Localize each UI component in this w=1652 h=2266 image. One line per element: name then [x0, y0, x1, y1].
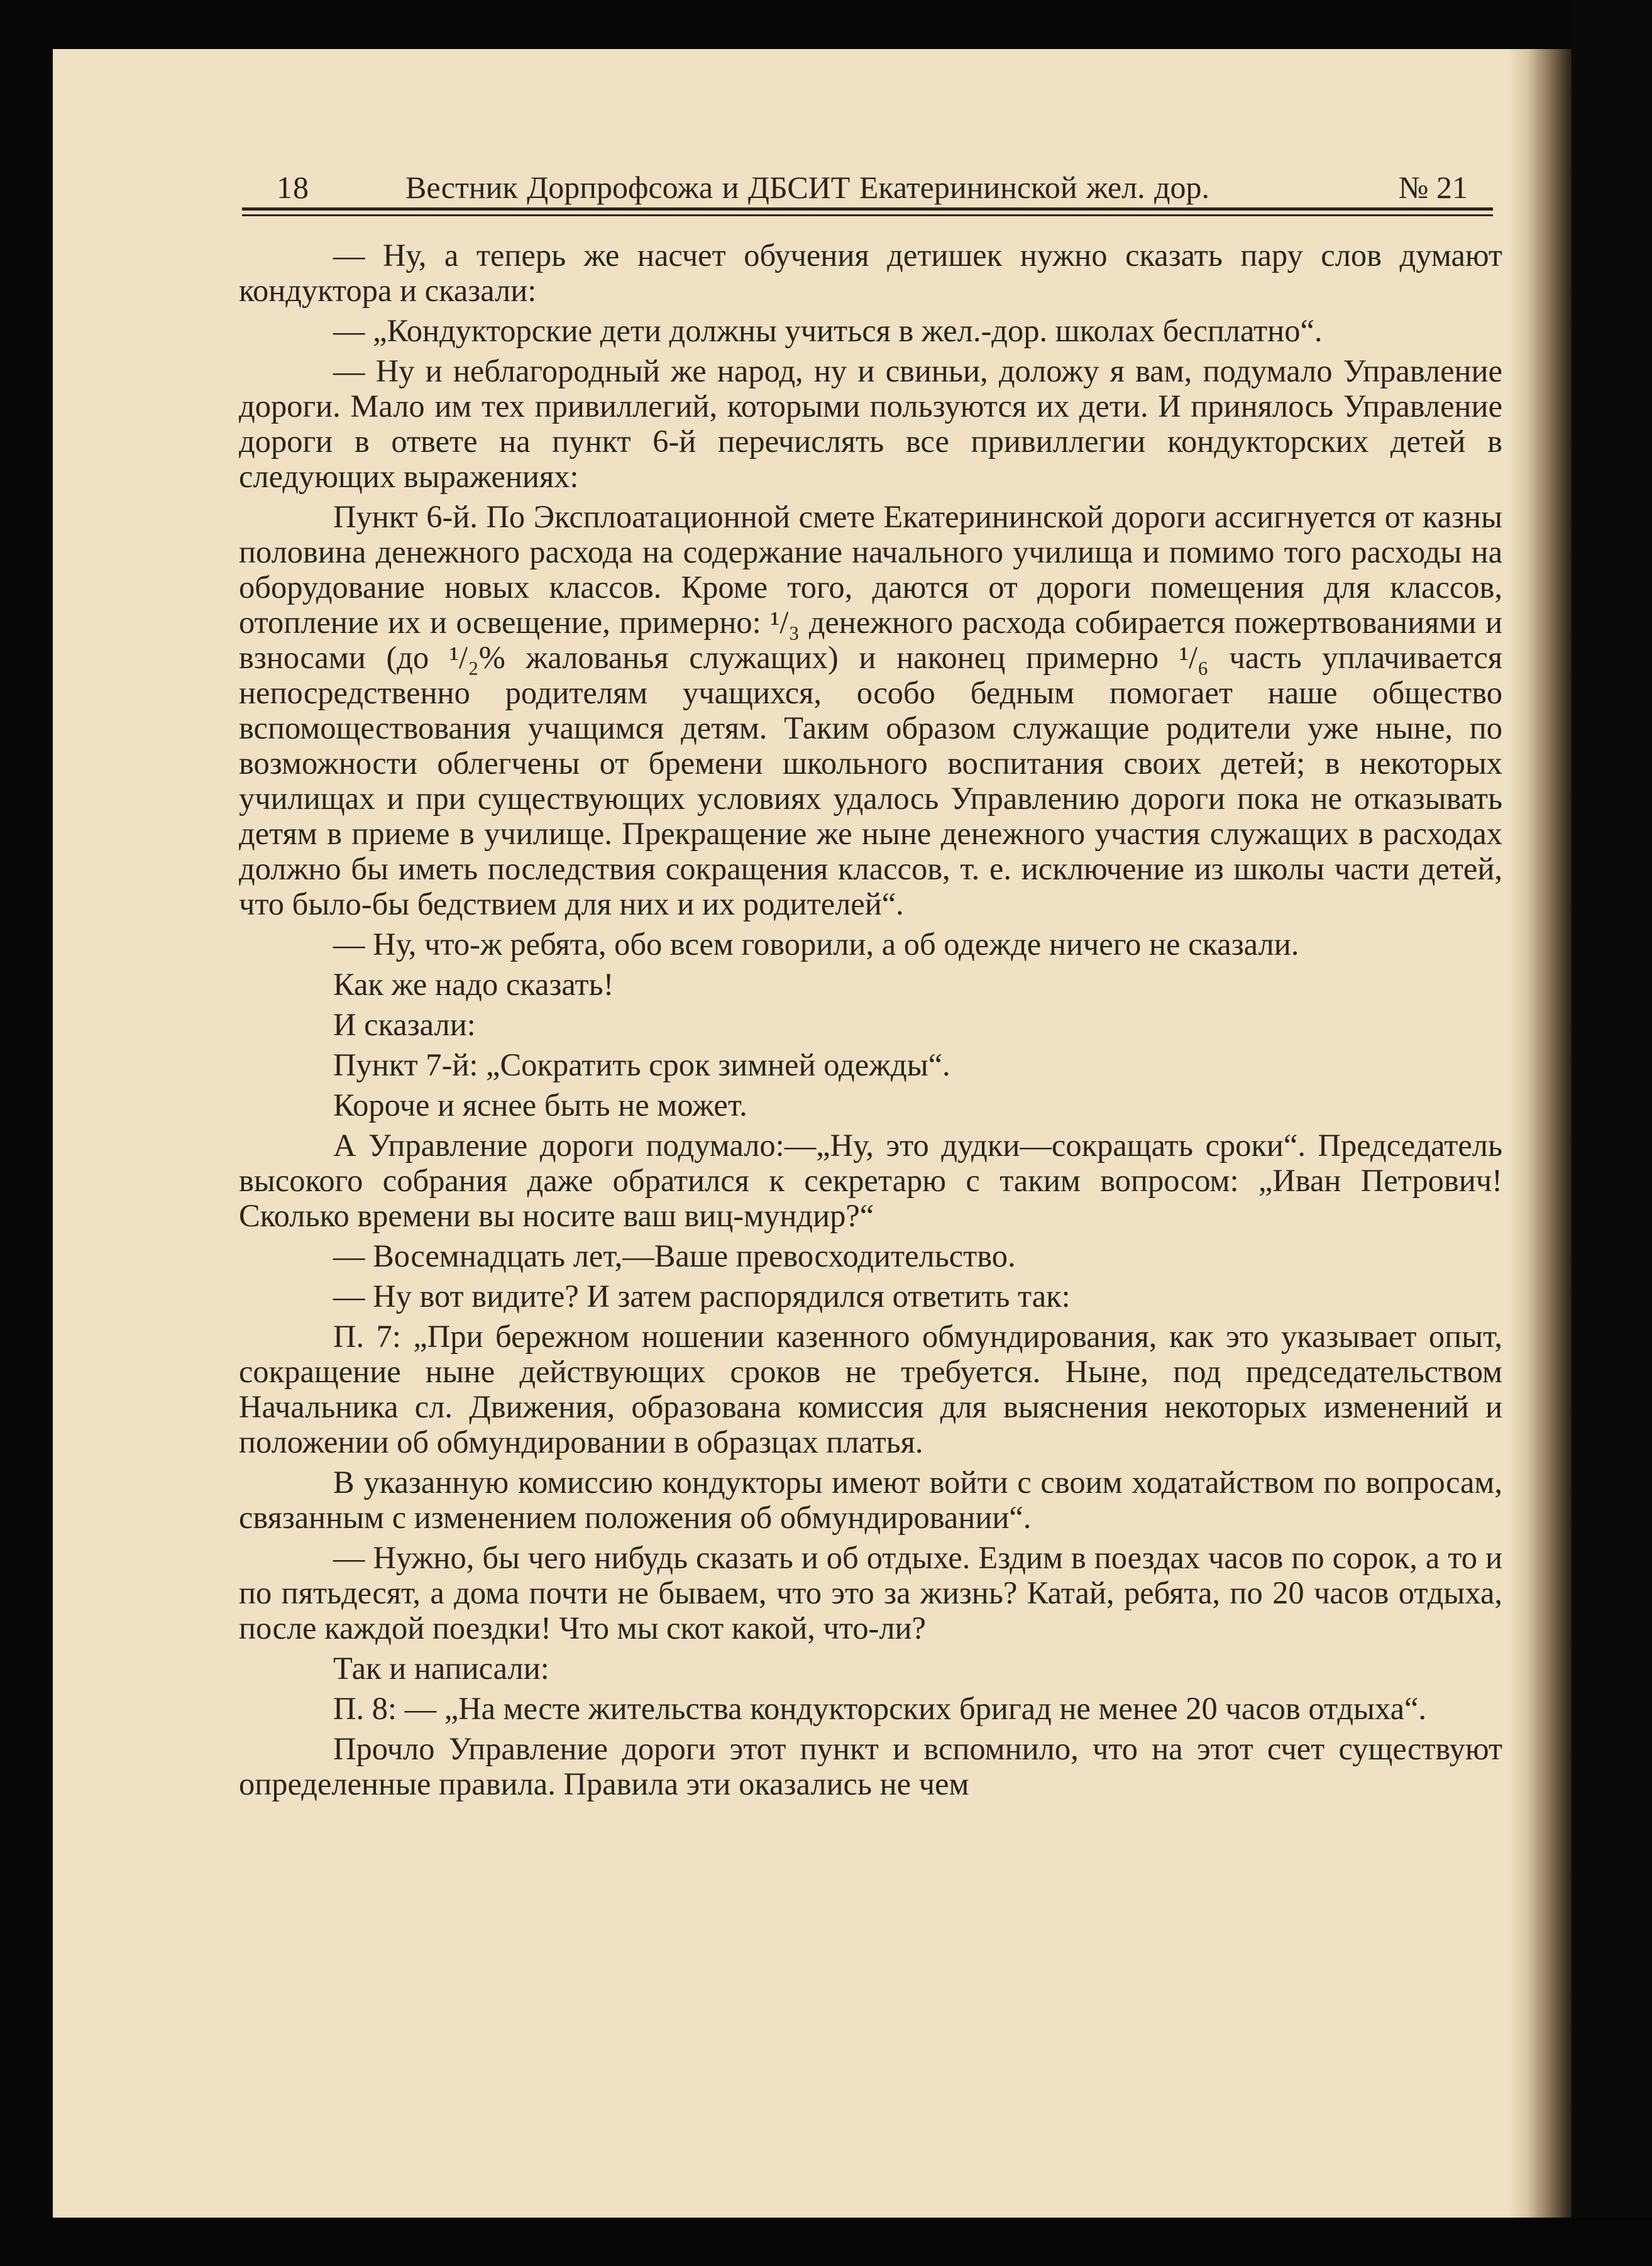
paragraph: — Ну и неблагородный же народ, ну и свиньи, доложу я вам, подумало Управление дороги. Мало им тех привиллегий, которыми пользуются их дети. И принялось Управление дороги в ответе на пункт 6-й перечислять все привиллегии кондукторских детей в следующих выражениях:	[239, 353, 1502, 494]
paragraph: — Нужно, бы чего нибудь сказать и об отдыхе. Ездим в поездах часов по сорок, а то и по пятьдесят, а дома почти не бываем, что это за жизнь? Катай, ребята, по 20 часов отдыха, после каждой поездки! Что мы скот какой, что-ли?	[239, 1540, 1502, 1646]
paragraph: — Восемнадцать лет,—Ваше превосходительство.	[333, 1238, 1016, 1273]
paragraph: — Ну вот видите? И затем распорядился ответить так:	[333, 1279, 1071, 1314]
paragraph: П. 8: — „На месте жительства кондукторских бригад не менее 20 часов отдыха“.	[333, 1691, 1427, 1726]
article-body	[239, 238, 1502, 2054]
paragraph: П. 7: „При бережном ношении казенного обмундирования, как это указывает опыт, сокращение ныне действующих сроков не требуется. Ныне, под председательством Начальника сл. Движения, образована комиссия для выяснения некоторых изменений и положении об обмундировании в образцах платья.	[239, 1319, 1502, 1460]
scan-border-right	[1572, 0, 1652, 2266]
journal-title: Вестник Дорпрофсожа и ДБСИТ Екатерининской жел. дор.	[405, 170, 1210, 205]
issue-number: № 21	[1398, 170, 1468, 205]
paragraph: В указанную комиссию кондукторы имеют войти с своим ходатайством по вопросам, связанным с изменением положения об обмундировании“.	[239, 1465, 1502, 1535]
scan-border-top	[0, 0, 1652, 49]
paragraph: Короче и яснее быть не может.	[333, 1087, 747, 1123]
paragraph: Пункт 6-й. По Эксплоатационной смете Екатерининской дороги ассигнуется от казны половина денежного расхода на содержание начального училища и помимо того расходы на оборудование новых классов. Кроме того, даются от дороги помещения для классов, отопление их и освещение, примерно: ¹/₃ денежного расхода собирается пожертвованиями и взносами (до ¹/₂% жалованья служащих) и наконец примерно ¹/₆ часть уплачивается непосредственно родителям учащихся, особо бедным помогает наше общество вспомоществования учащимся детям. Таким образом служащие родители уже ныне, по возможности облегчены от бремени школьного воспитания своих детей; в некоторых училищах и при существующих условиях удалось Управлению дороги пока не отказывать детям в приеме в училище. Прекращение же ныне денежного участия служащих в расходах должно бы иметь последствия сокращения классов, т. е. исключение из школы части детей, что было-бы бедствием для них и их родителей“.	[239, 499, 1502, 921]
paragraph: А Управление дороги подумало:—„Ну, это дудки—сокращать сроки“. Председатель высокого собрания даже обратился к секретарю с таким вопросом: „Иван Петрович! Сколько времени вы носите ваш виц-мундир?“	[239, 1128, 1502, 1233]
paragraph: — Ну, а теперь же насчет обучения детишек нужно сказать пару слов думают кондуктора и сказали:	[239, 238, 1502, 308]
page-number: 18	[277, 170, 309, 205]
header-rule-thick	[242, 207, 1493, 211]
paragraph: Прочло Управление дороги этот пункт и вспомнило, что на этот счет существуют определенные правила. Правила эти оказались не чем	[239, 1731, 1502, 1801]
page-gutter-shadow	[1509, 49, 1572, 2218]
scan-border-bottom	[0, 2218, 1652, 2266]
paragraph: И сказали:	[333, 1007, 476, 1042]
header-rule-thin	[242, 214, 1493, 216]
paragraph: Пункт 7-й: „Сократить срок зимней одежды“.	[333, 1047, 950, 1082]
paragraph: — Ну, что-ж ребята, обо всем говорили, а об одежде ничего не сказали.	[333, 927, 1299, 962]
scan-border-left	[0, 0, 53, 2266]
paragraph: — „Кондукторские дети должны учиться в жел.-дор. школах бесплатно“.	[333, 313, 1323, 348]
paragraph: Как же надо сказать!	[333, 967, 614, 1002]
paragraph: Так и написали:	[333, 1651, 549, 1686]
